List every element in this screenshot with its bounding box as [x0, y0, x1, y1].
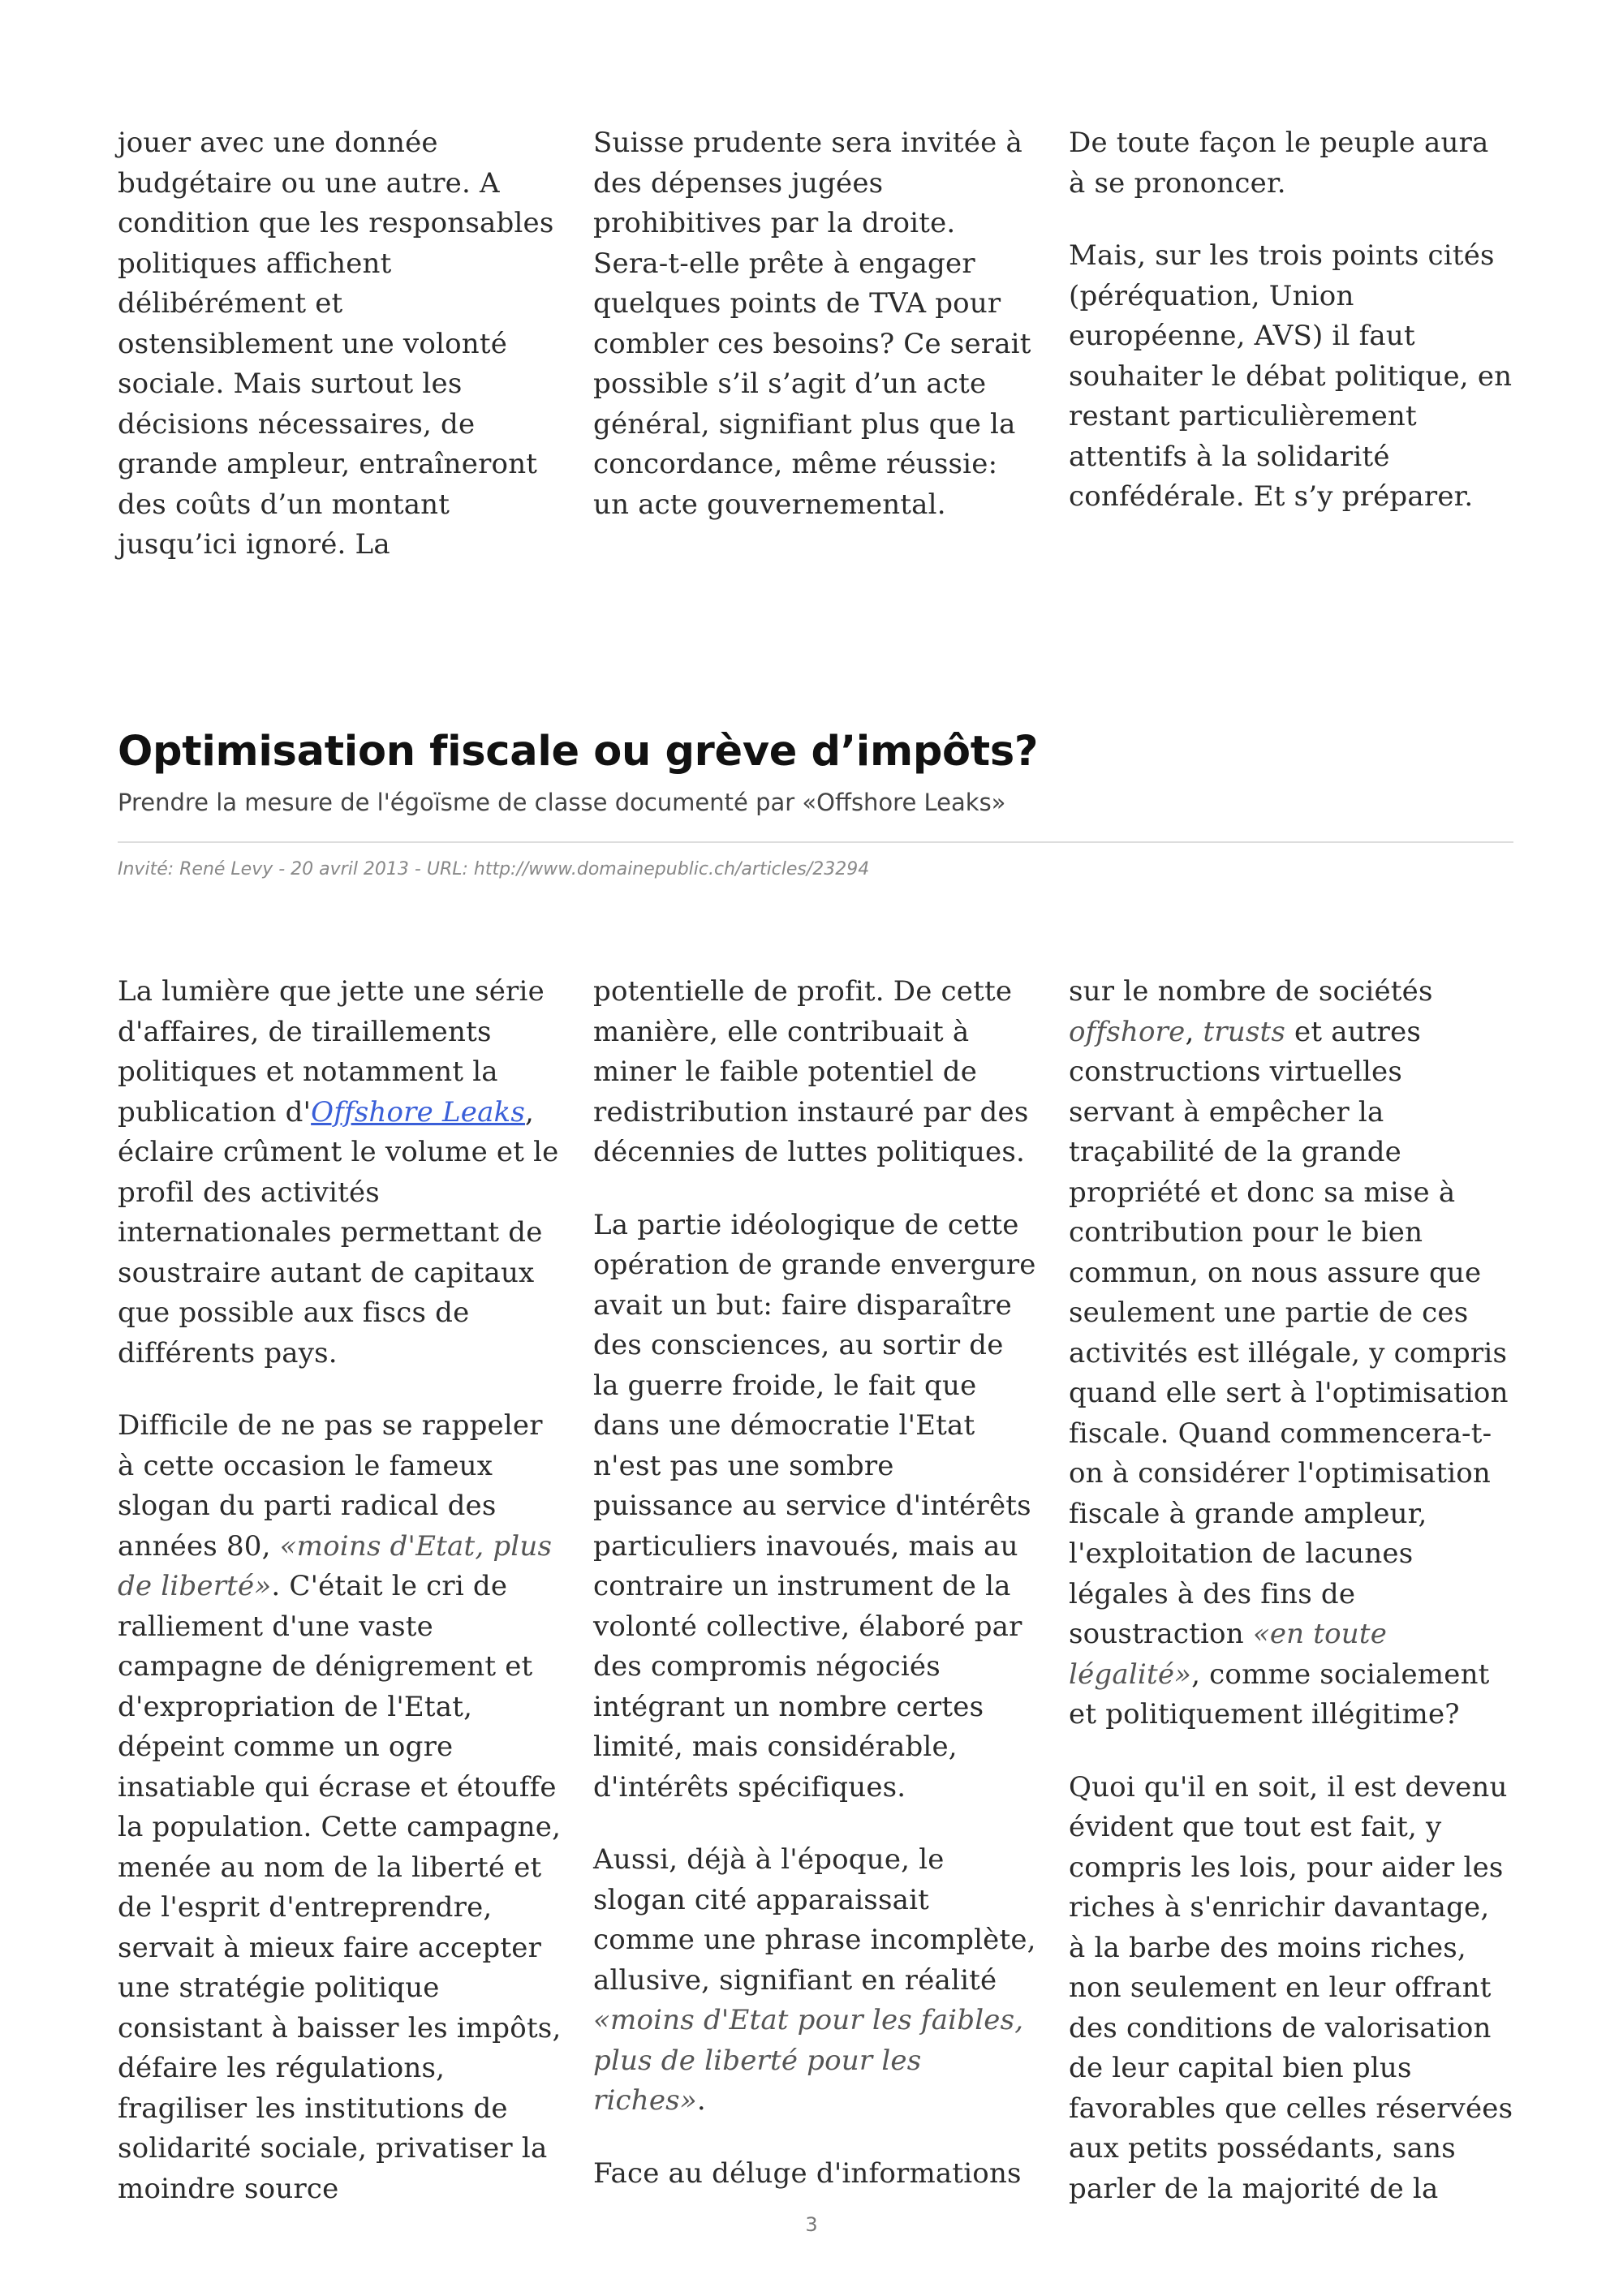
offshore-leaks-link[interactable]: Offshore Leaks — [311, 1095, 525, 1129]
top-column-3 — [1069, 123, 1513, 565]
paragraph: Suisse prudente sera invitée à des dépenses jugées prohibitives par la droite. Sera-t-elle prête à engager quelques points de TVA pour combler ces besoins? Ce serait possible s’il s’agit d’un acte général, signifiant plus que la concordance, même réussie: un acte gouvernemental. — [593, 127, 1031, 521]
previous-article-continuation — [118, 123, 1513, 565]
paragraph: jouer avec une donnée budgétaire ou une autre. A condition que les responsables politiques affichent délibérément et ostensiblement une volonté sociale. Mais surtout les décisions nécessaires, de grande ampleur, entraîneront des coûts d’un montant jusqu’ici ignoré. La — [118, 127, 554, 561]
paragraph: Quoi qu'il en soit, il est devenu évident que tout est fait, y compris les lois, pour aider les riches à s'enrichir davantage, à la barbe des moins riches, non seulement en leur offrant des conditions de valorisation de leur capital bien plus favorables que celles réservées aux petits possédants, sans parler de la majorité de la — [1069, 1770, 1513, 2205]
divider — [118, 841, 1513, 843]
article-subtitle: Prendre la mesure de l'égoïsme de classe documenté par «Offshore Leaks» — [118, 789, 1006, 816]
article-title: Optimisation fiscale ou grève d’impôts? — [118, 728, 1039, 776]
emphasis: trusts — [1203, 1015, 1286, 1048]
paragraph: potentielle de profit. De cette manière, elle contribuait à miner le faible potentiel de redistribution instauré par des décennies de luttes politiques. — [593, 975, 1029, 1168]
body-column-2 — [593, 972, 1038, 2209]
body-column-1 — [118, 972, 562, 2209]
paragraph: sur le nombre de sociétés offshore, trusts et autres constructions virtuelles servant à empêcher la traçabilité de la grande propriété et donc sa mise à contribution pour le bien commun, on nous assure que seulement une partie de ces activités est illégale, y compris quand elle sert à l'optimisation fiscale. Quand commencera-t-on à considérer l'optimisation fiscale à grande ampleur, l'exploitation de lacunes légales à des fins de soustraction «en toute légalité», comme socialement et politiquement illégitime? — [1069, 975, 1509, 1731]
paragraph: Mais, sur les trois points cités (péréquation, Union européenne, AVS) il faut souhaiter le débat politique, en restant particulièrement attentifs à la solidarité confédérale. Et s’y préparer. — [1069, 239, 1513, 513]
quote: «moins d'Etat pour les faibles, plus de liberté pour les riches» — [593, 2004, 1024, 2117]
top-column-2 — [593, 123, 1038, 565]
quote: «moins d'Etat, plus de liberté» — [118, 1529, 553, 1602]
paragraph: Face au déluge d'informations — [593, 2156, 1022, 2190]
emphasis: offshore — [1069, 1015, 1186, 1048]
page-number: 3 — [805, 2213, 818, 2236]
article-header — [118, 726, 1513, 882]
article-meta: Invité: René Levy - 20 avril 2013 - URL: http://www.domainepublic.ch/articles/23294 — [118, 859, 870, 879]
paragraph: Aussi, déjà à l'époque, le slogan cité apparaissait comme une phrase incomplète, allusive, signifiant en réalité «moins d'Etat pour les faibles, plus de liberté pour les riches». — [593, 1843, 1036, 2117]
paragraph: De toute façon le peuple aura à se prononcer. — [1069, 127, 1489, 200]
body-column-3 — [1069, 972, 1513, 2209]
paragraph: La partie idéologique de cette opération de grande envergure avait un but: faire disparaître des consciences, au sortir de la guerre froide, le fait que dans une démocratie l'Etat n'est pas une sombre puissance au service d'intérêts particuliers inavoués, mais au contraire un instrument de la volonté collective, élaboré par des compromis négociés intégrant un nombre certes limité, mais considérable, d'intérêts spécifiques. — [593, 1208, 1036, 1804]
article-body — [118, 972, 1513, 2209]
paragraph: Difficile de ne pas se rappeler à cette occasion le fameux slogan du parti radical des années 80, «moins d'Etat, plus de liberté». C'était le cri de ralliement d'une vaste campagne de dénigrement et d'expropriation de l'Etat, dépeint comme un ogre insatiable qui écrase et étouffe la population. Cette campagne, menée au nom de la liberté et de l'esprit d'entreprendre, servait à mieux faire accepter une stratégie politique consistant à baisser les impôts, défaire les régulations, fragiliser les institutions de solidarité sociale, privatiser la moindre source — [118, 1409, 562, 2205]
paragraph: La lumière que jette une série d'affaires, de tiraillements politiques et notamment la publication d'Offshore Leaks, éclaire crûment le volume et le profil des activités internationales permettant de soustraire autant de capitaux que possible aux fiscs de différents pays. — [118, 975, 559, 1369]
top-column-1 — [118, 123, 562, 565]
quote: «en toute légalité» — [1069, 1618, 1388, 1691]
